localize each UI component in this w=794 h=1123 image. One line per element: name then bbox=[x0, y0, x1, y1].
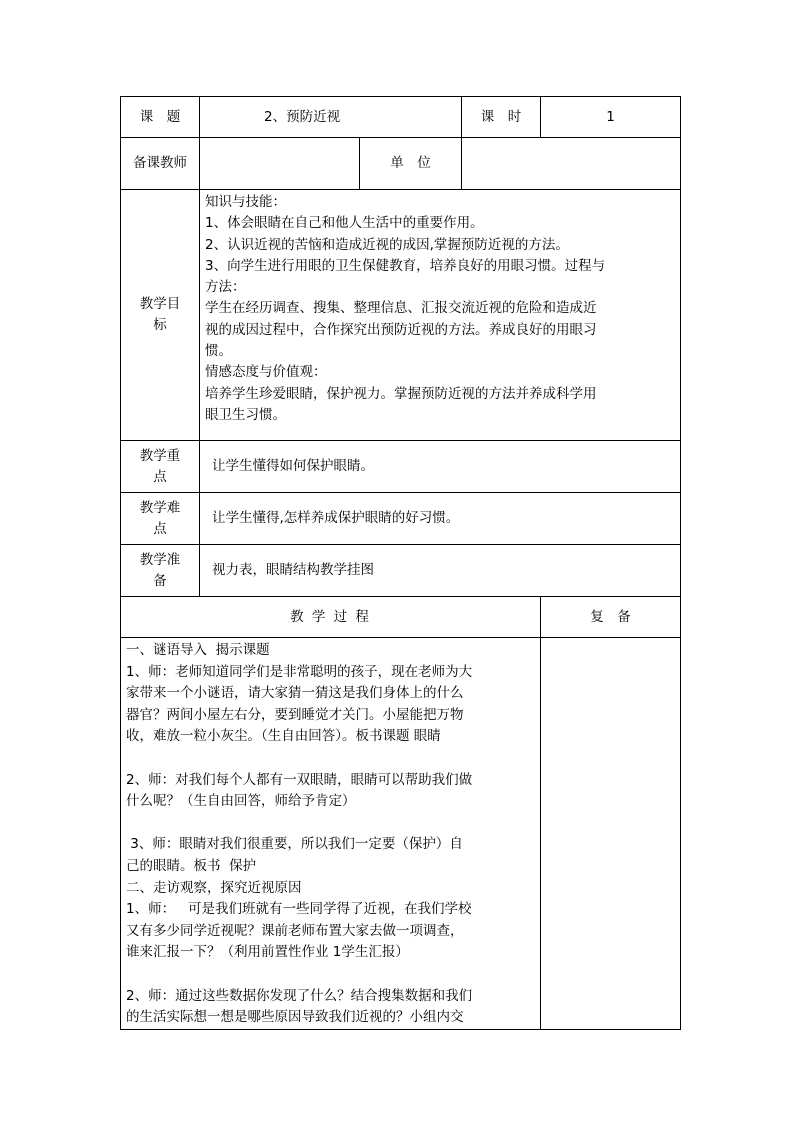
objective-line: 视的成因过程中，合作探究出预防近视的方法。养成良好的用眼习 bbox=[205, 321, 597, 338]
process-line: 1、师： 可是我们班就有一些同学得了近视，在我们学校 bbox=[126, 901, 472, 918]
hours-label: 课 时 bbox=[462, 97, 541, 138]
preparation-label: 教学准备 bbox=[121, 545, 200, 597]
paragraph-gap bbox=[126, 748, 536, 770]
difficulty-label: 教学难点 bbox=[121, 493, 200, 545]
objectives-label: 教学目标 bbox=[121, 190, 200, 441]
lesson-plan-page bbox=[120, 96, 680, 1026]
process-line: 1、师：老师知道同学们是非常聪明的孩子，现在老师为大 bbox=[126, 663, 473, 680]
objective-line: 情感态度与价值观： bbox=[205, 364, 327, 381]
objective-line: 2、认识近视的苦恼和造成近视的成因,掌握预防近视的方法。 bbox=[205, 236, 569, 253]
paragraph-gap bbox=[126, 964, 536, 986]
difficulty-row bbox=[121, 493, 681, 545]
preparation-row bbox=[121, 545, 681, 597]
topic-label: 课 题 bbox=[121, 97, 200, 138]
process-line: 器官？两间小屋左右分，要到睡觉才关门。小屋能把万物 bbox=[126, 706, 464, 723]
review-heading: 复 备 bbox=[541, 597, 681, 638]
key-point-label: 教学重点 bbox=[121, 441, 200, 493]
process-line: 3、师：眼睛对我们很重要，所以我们一定要（保护）自 bbox=[126, 836, 463, 853]
process-heading-row bbox=[121, 597, 681, 638]
process-line: 2、师：对我们每个人都有一双眼睛，眼睛可以帮助我们做 bbox=[126, 771, 473, 788]
key-point-value: 让学生懂得如何保护眼睛。 bbox=[200, 441, 681, 493]
process-content-row bbox=[121, 638, 681, 1030]
process-line: 己的眼睛。板书 保护 bbox=[126, 857, 257, 874]
objective-line: 知识与技能： bbox=[205, 194, 286, 210]
objective-line: 3、向学生进行用眼的卫生保健教育，培养良好的用眼习惯。过程与 bbox=[205, 257, 606, 274]
teacher-value bbox=[200, 138, 360, 190]
process-line: 什么呢？（生自由回答，师给予肯定） bbox=[126, 793, 356, 810]
process-line: 2、师：通过这些数据你发现了什么？结合搜集数据和我们 bbox=[126, 987, 473, 1004]
hours-value: 1 bbox=[541, 97, 681, 138]
process-content bbox=[121, 638, 541, 1030]
process-line: 家带来一个小谜语，请大家猜一猜这是我们身体上的什么 bbox=[126, 685, 464, 702]
unit-label: 单 位 bbox=[360, 138, 462, 190]
process-line: 二、走访观察，探究近视原因 bbox=[126, 879, 302, 896]
teacher-row bbox=[121, 138, 681, 190]
key-point-row bbox=[121, 441, 681, 493]
process-line: 一、谜语导入 揭示课题 bbox=[126, 642, 270, 658]
objective-line: 方法： bbox=[205, 279, 246, 296]
topic-value: 2、预防近视 bbox=[200, 97, 462, 138]
objective-line: 培养学生珍爱眼睛，保护视力。掌握预防近视的方法并养成科学用 bbox=[205, 385, 597, 402]
lesson-plan-table bbox=[120, 96, 681, 1030]
process-line: 谁来汇报一下？（利用前置性作业 1学生汇报） bbox=[126, 944, 409, 961]
unit-value bbox=[462, 138, 681, 190]
objective-line: 惯。 bbox=[205, 343, 232, 360]
objectives-row bbox=[121, 190, 681, 441]
teacher-label: 备课教师 bbox=[121, 138, 200, 190]
objectives-content bbox=[200, 190, 681, 441]
process-line: 又有多少同学近视呢？课前老师布置大家去做一项调查， bbox=[126, 922, 464, 939]
process-line: 收，难放一粒小灰尘。（生自由回答）。板书课题 眼睛 bbox=[126, 728, 441, 745]
objective-line: 眼卫生习惯。 bbox=[205, 406, 286, 423]
objective-line: 学生在经历调查、搜集、整理信息、汇报交流近视的危险和造成近 bbox=[205, 300, 597, 317]
review-notes-cell bbox=[541, 638, 681, 1030]
preparation-value: 视力表，眼睛结构教学挂图 bbox=[200, 545, 681, 597]
process-heading: 教 学 过 程 bbox=[121, 597, 541, 638]
process-line: 的生活实际想一想是哪些原因导致我们近视的？小组内交 bbox=[126, 1009, 464, 1026]
difficulty-value: 让学生懂得,怎样养成保护眼睛的好习惯。 bbox=[200, 493, 681, 545]
topic-row bbox=[121, 97, 681, 138]
paragraph-gap bbox=[126, 813, 536, 835]
objective-line: 1、体会眼睛在自己和他人生活中的重要作用。 bbox=[205, 215, 484, 232]
